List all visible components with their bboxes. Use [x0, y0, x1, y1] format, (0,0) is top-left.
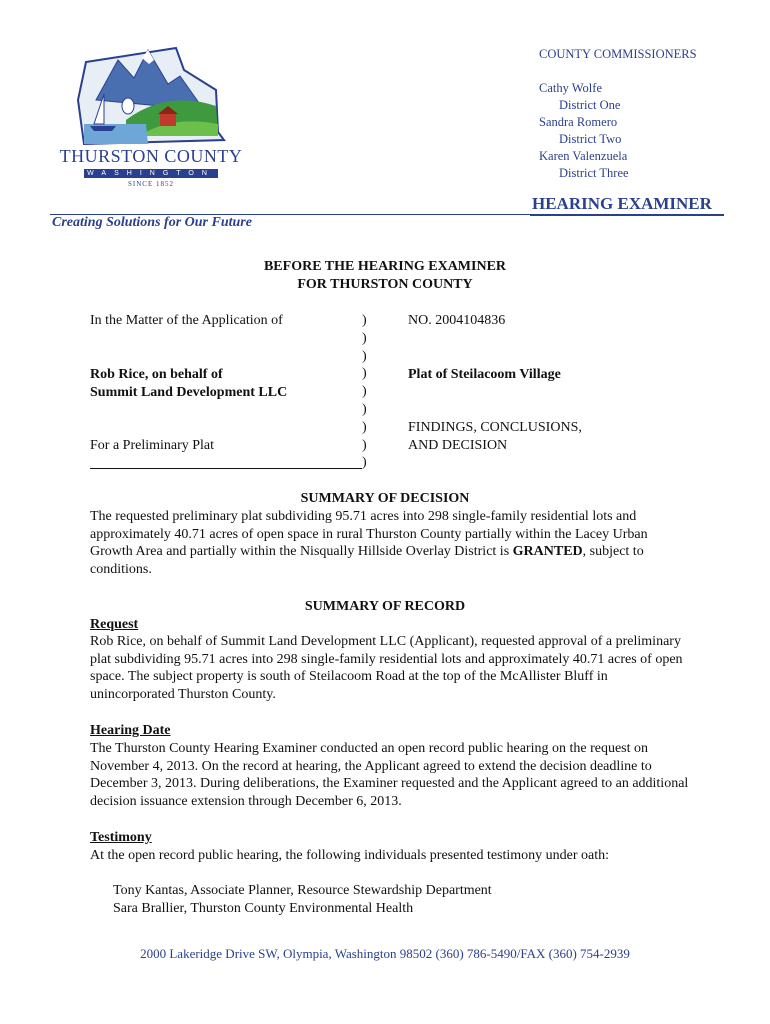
request-heading: Request [90, 617, 139, 632]
barn-shape [160, 114, 176, 126]
applicant-block [90, 366, 287, 401]
witness-item: Sara Brallier, Thurston County Environmental Health [113, 900, 414, 916]
caption-line-2: FOR THURSTON COUNTY [297, 276, 473, 292]
summary-decision-heading: SUMMARY OF DECISION [300, 491, 470, 506]
decision-text-part: , subject to conditions. [90, 544, 644, 577]
commissioners-title: COUNTY COMMISSIONERS [539, 47, 697, 61]
paren: ) [362, 437, 367, 453]
commissioners-block [539, 46, 697, 182]
testimony-text: At the open record public hearing, the following individuals presented testimony under oath: [90, 848, 610, 863]
commissioner-name: Karen Valenzuela [539, 149, 628, 163]
summary-record-heading: SUMMARY OF RECORD [304, 599, 466, 614]
paren: ) [362, 384, 367, 400]
caption-line-1: BEFORE THE HEARING EXAMINER [263, 259, 507, 274]
matter-line: In the Matter of the Application of [90, 313, 283, 328]
commissioner-district: District Two [559, 132, 622, 146]
county-name: THURSTON COUNTY [59, 146, 243, 166]
applicant-line-2: Summit Land Development LLC [90, 384, 288, 400]
paren: ) [362, 419, 367, 435]
tagline: Creating Solutions for Our Future [52, 215, 252, 230]
plat-name: Plat of Steilacoom Village [408, 367, 561, 382]
findings-line-2: AND DECISION [408, 437, 508, 453]
witness-item: Tony Kantas, Associate Planner, Resource Stewardship Department [113, 883, 492, 898]
commissioner-name: Cathy Wolfe [539, 81, 602, 95]
caption-parentheses [362, 312, 367, 472]
commissioner-district: District Three [559, 166, 629, 180]
paren: ) [362, 455, 367, 471]
summary-decision-text [90, 508, 690, 578]
since-year: SINCE 1852 [128, 180, 174, 188]
paren: ) [362, 330, 367, 346]
hearing-date-text: The Thurston County Hearing Examiner conducted an open record public hearing on the request on November 4, 2013. On the record at hearing, the Applicant agreed to extend the decision deadline to December 3, 2013. During deliberations, the Examiner requested and the Applicant agreed to an additional decision issuance extension through December 6, 2013. [90, 741, 689, 809]
caption-underline [90, 468, 362, 469]
witness-list [113, 882, 492, 917]
commissioner-district: District One [559, 98, 621, 112]
office-title-underline [530, 214, 724, 216]
findings-title [408, 419, 582, 454]
caption-heading [0, 258, 770, 293]
paren: ) [362, 348, 367, 364]
capitol-dome-shape [122, 98, 134, 114]
commissioner-name: Sandra Romero [539, 115, 618, 129]
paren: ) [362, 313, 367, 328]
footer-address: 2000 Lakeridge Drive SW, Olympia, Washington 98502 (360) 786-5490/FAX (360) 754-2939 [140, 946, 630, 961]
decision-text-part: The requested preliminary plat subdividing 95.71 acres into 298 single-family residential lots and approximately 40.71 acres of open space in rural Thurston County partially within the Lacey Urban Growth Area and partially within the Nisqually Hillside Overlay District is [90, 509, 648, 559]
decision-granted: GRANTED [512, 544, 583, 559]
boat-hull-shape [90, 126, 116, 131]
hearing-date-heading: Hearing Date [90, 723, 171, 738]
paren: ) [362, 366, 367, 382]
for-line: For a Preliminary Plat [90, 438, 215, 453]
paren: ) [362, 401, 367, 417]
findings-line-1: FINDINGS, CONCLUSIONS, [408, 420, 582, 435]
state-name-bar: WASHINGTON [84, 169, 218, 178]
applicant-line-1: Rob Rice, on behalf of [90, 367, 223, 382]
case-number: NO. 2004104836 [408, 313, 506, 328]
testimony-heading: Testimony [90, 830, 152, 845]
thurston-county-logo [56, 40, 246, 190]
request-text: Rob Rice, on behalf of Summit Land Development LLC (Applicant), requested approval of a preliminary plat subdividing 95.71 acres into 298 single-family residential lots and approximately 40.71 acres of open space. The subject property is south of Steilacoom Road at the top of the McAllister Bluff in unincorporated Thurston County. [90, 634, 683, 702]
office-title: HEARING EXAMINER [532, 194, 712, 213]
